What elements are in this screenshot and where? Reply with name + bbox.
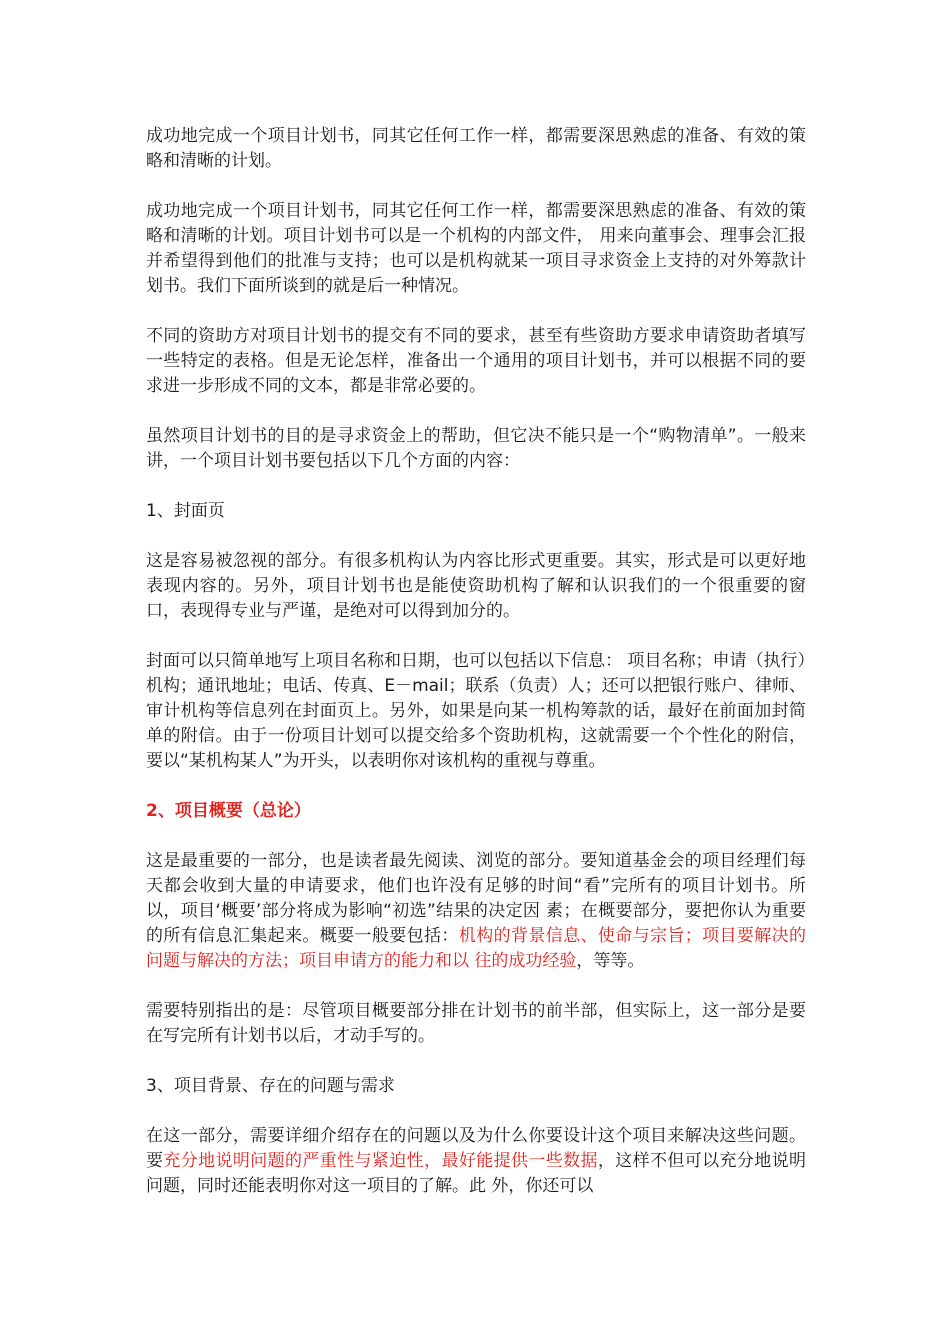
- background-tail: ，这样不但可以充分地说明问题，同时还能表明你对这一项目的了解。此 外，你还可以: [146, 1151, 807, 1196]
- paragraph-cover-info: 封面可以只简单地写上项目名称和日期，也可以包括以下信息： 项目名称；申请（执行）机构；通讯地址；电话、传真、E－mail；联系（负责）人；还可以把银行账户、律师、审计机构等信息列在封面页上。另外，如果是向某一机构筹款的话，最好在前面加封简单的附信。由于一份项目计划可以提交给多个资助机构，这就需要一个个性化的附信，要以“某机构某人”为开头，以表明你对该机构的重视与尊重。: [146, 651, 806, 771]
- paragraph-cover-importance: 这是容易被忽视的部分。有很多机构认为内容比形式更重要。其实，形式是可以更好地表现内容的。另外，项目计划书也是能使资助机构了解和认识我们的一个很重要的窗口，表现得专业与严谨，是绝对可以得到加分的。: [146, 551, 806, 621]
- summary-text: 这是最重要的一部分，也是读者最先阅读、浏览的部分。要知道基金会的项目经理们每天都会收到大量的申请要求，他们也许没有足够的时间“看”完所有的项目计划书。所以，项目‘概要’部分将成为影响“初选”结果的决定因 素；在概要部分，要把你认为重要的所有信息汇集起来。概要一般要包括：: [146, 851, 806, 946]
- document-page: [146, 124, 806, 1224]
- summary-highlight: 机构的背景信息、使命与宗旨；项目要解决的问题与解决的方法；项目申请方的能力和以 往的成功经验: [146, 926, 807, 971]
- paragraph-summary-note: 需要特别指出的是：尽管项目概要部分排在计划书的前半部，但实际上，这一部分是要在写完所有计划书以后，才动手写的。: [146, 1001, 806, 1046]
- background-text: 在这一部分，需要详细介绍存在的问题以及为什么你要设计这个项目来解决这些问题。要: [146, 1126, 806, 1171]
- summary-tail: ，等等。: [576, 951, 645, 971]
- paragraph-requirements: 不同的资助方对项目计划书的提交有不同的要求，甚至有些资助方要求申请资助者填写一些特定的表格。但是无论怎样，准备出一个通用的项目计划书，并可以根据不同的要求进一步形成不同的文本，都是非常必要的。: [146, 326, 806, 396]
- paragraph-intro-short: 成功地完成一个项目计划书，同其它任何工作一样，都需要深思熟虑的准备、有效的策略和清晰的计划。: [146, 126, 806, 171]
- paragraph-summary: [146, 849, 806, 974]
- background-highlight: 充分地说明问题的严重性与紧迫性，最好能提供一些数据: [163, 1151, 598, 1171]
- section-heading-summary: 2、项目概要（总论）: [146, 801, 311, 821]
- paragraph-contents-overview: 虽然项目计划书的目的是寻求资金上的帮助，但它决不能只是一个“购物清单”。一般来讲，一个项目计划书要包括以下几个方面的内容：: [146, 426, 806, 471]
- section-heading-cover-page: 1、封面页: [146, 501, 225, 521]
- section-heading-background: 3、项目背景、存在的问题与需求: [146, 1076, 395, 1096]
- paragraph-background: [146, 1124, 806, 1199]
- paragraph-intro-full: 成功地完成一个项目计划书，同其它任何工作一样，都需要深思熟虑的准备、有效的策略和清晰的计划。项目计划书可以是一个机构的内部文件， 用来向董事会、理事会汇报并希望得到他们的批准与支持；也可以是机构就某一项目寻求资金上支持的对外筹款计划书。我们下面所谈到的就是后一种情况。: [146, 201, 806, 296]
